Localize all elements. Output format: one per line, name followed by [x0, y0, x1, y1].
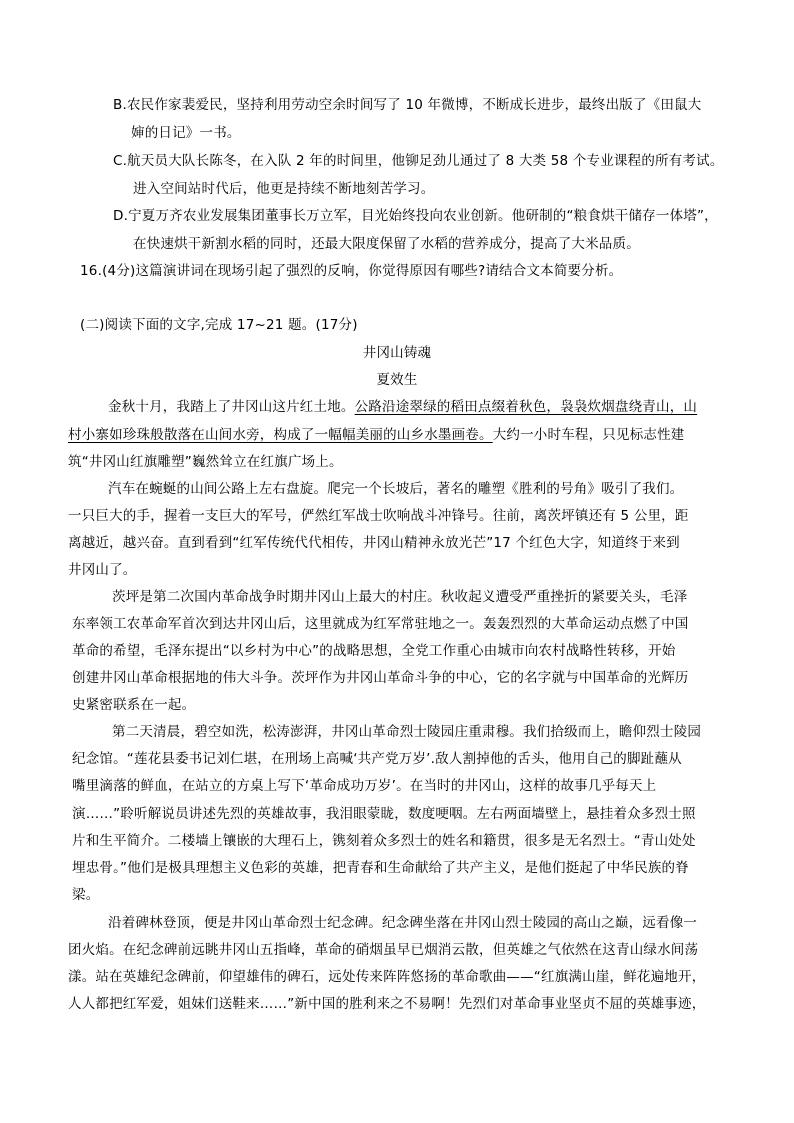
- paragraph-3-line-1: 茨坪是第二次国内革命战争时期井冈山上最大的村庄。秋收起义遭受严重挫折的紧要关头，毛泽: [112, 589, 688, 605]
- article-author: 夏效生: [376, 372, 418, 388]
- option-b-line-2: 婶的日记》一书。: [131, 125, 241, 141]
- article-title: 井冈山铸魂: [362, 345, 432, 361]
- paragraph-1-line-2: [68, 426, 685, 444]
- paragraph-2-line-2: 一只巨大的手，握着一支巨大的军号，俨然红军战士吹响战斗冲锋号。往前，离茨坪镇还有 5 公里，距: [68, 508, 689, 524]
- option-d-line-1: D.宁夏万齐农业发展集团董事长万立军，目光始终投向农业创新。他研制的“粮食烘干储存一体塔”，: [113, 208, 718, 224]
- paragraph-5-line-2: 团火焰。在纪念碑前远眺井冈山五指峰，革命的硝烟虽早已烟消云散，但英雄之气依然在这青山绿水间荡: [68, 942, 699, 958]
- paragraph-4-line-4: 演……”聆听解说员讲述先烈的英雄故事，我泪眼蒙眬，数度哽咽。左右两面墙壁上，悬挂着众多烈士照: [72, 806, 696, 822]
- text-plain: 金秋十月，我踏上了井冈山这片红土地。: [108, 399, 355, 415]
- paragraph-3-line-3: 革命的希望，毛泽东提出“以乡村为中心”的战略思想，全党工作重心由城市向农村战略性转移，开始: [72, 643, 676, 659]
- paragraph-1-line-1: [108, 398, 697, 416]
- paragraph-4-line-6: 埋忠骨。”他们是极具理想主义色彩的英雄，把青春和生命献给了共产主义，是他们挺起了中华民族的脊: [72, 860, 689, 876]
- paragraph-4-line-7: 梁。: [72, 887, 100, 903]
- paragraph-4-line-3: 嘴里滴落的鲜血，在站立的方桌上写下‘革命成功万岁’。在当时的井冈山，这样的故事几乎每天上: [72, 778, 657, 794]
- paragraph-5-line-4: 人人都把红军爱，姐妹们送鞋来……”新中国的胜利来之不易啊！先烈们对革命事业坚贞不屈的英雄事迹，: [68, 996, 706, 1012]
- question-16: 16.(4分)这篇演讲词在现场引起了强烈的反响，你觉得原因有哪些?请结合文本简要分析。: [80, 263, 623, 279]
- paragraph-4-line-2: 纪念馆。“莲花县委书记刘仁堪，在刑场上高喊‘共产党万岁’.敌人割掉他的舌头，他用自己的脚趾蘸从: [72, 751, 682, 767]
- paragraph-2-line-3: 离越近，越兴奋。直到看到“红军传统代代相传，井冈山精神永放光芒”17 个红色大字，知道终于来到: [68, 535, 680, 551]
- paragraph-4-line-5: 片和生平简介。二楼墙上镶嵌的大理石上，镌刻着众多烈士的姓名和籍贯，很多是无名烈士。“青山处处: [72, 833, 696, 849]
- paragraph-2-line-1: 汽车在蜿蜒的山间公路上左右盘旋。爬完一个长坡后，著名的雕塑《胜利的号角》吸引了我们。: [108, 481, 684, 497]
- paragraph-2-line-4: 井冈山了。: [68, 562, 137, 578]
- option-c-line-2: 进入空间站时代后，他更是持续不断地刻苦学习。: [133, 181, 435, 197]
- paragraph-4-line-1: 第二天清晨，碧空如洗，松涛澎湃，井冈山革命烈士陵园庄重肃穆。我们拾级而上，瞻仰烈士陵园: [112, 724, 702, 740]
- option-c-line-1: C.航天员大队长陈冬，在入队 2 年的时间里，他铆足劲儿通过了 8 大类 58 个专业课程的所有考试。: [113, 153, 724, 169]
- paragraph-5-line-1: 沿着碑林登顶，便是井冈山革命烈士纪念碑。纪念碑坐落在井冈山烈士陵园的高山之巅，远看像一: [108, 915, 698, 931]
- paragraph-1-line-3: 筑“井冈山红旗雕塑”巍然耸立在红旗广场上。: [68, 454, 343, 470]
- text-plain: 大约一小时车程，只见标志性建: [492, 427, 685, 443]
- option-b-line-1: B.农民作家裴爱民，坚持利用劳动空余时间写了 10 年微博，不断成长进步，最终出版了《田鼠大: [113, 97, 702, 113]
- section-heading: (二)阅读下面的文字,完成 17~21 题。(17分): [80, 317, 358, 333]
- paragraph-3-line-5: 史紧密联系在一起。: [72, 697, 196, 713]
- paragraph-3-line-2: 东率领工农革命军首次到达井冈山后，这里就成为红军常驻地之一。轰轰烈烈的大革命运动点燃了中国: [72, 616, 689, 632]
- option-d-line-2: 在快速烘干新割水稻的同时，还最大限度保留了水稻的营养成分，提高了大米品质。: [133, 236, 640, 252]
- underlined-text: 村小寨如珍珠般散落在山间水旁，构成了一幅幅美丽的山乡水墨画卷。: [68, 427, 493, 443]
- paragraph-3-line-4: 创建井冈山革命根据地的伟大斗争。茨坪作为井冈山革命斗争的中心，它的名字就与中国革命的光辉历: [72, 670, 689, 686]
- underlined-text: 公路沿途翠绿的稻田点缀着秋色，袅袅炊烟盘绕青山，山: [354, 399, 698, 415]
- paragraph-5-line-3: 漾。站在英雄纪念碑前，仰望雄伟的碑石，远处传来阵阵悠扬的革命歌曲——“红旗满山崖，鲜花遍地开，: [68, 969, 706, 985]
